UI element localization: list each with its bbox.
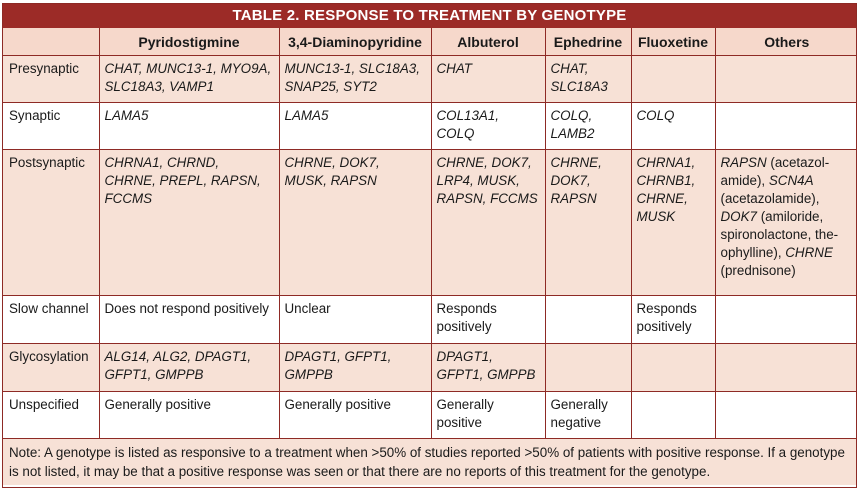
row-label: Presynaptic	[3, 56, 99, 103]
cell-diaminopyridine: DPAGT1, GFPT1, GMPPB	[279, 344, 431, 392]
cell-pyridostigmine: Generally positive	[99, 392, 279, 438]
cell-albuterol: CHAT	[431, 56, 545, 103]
genotype-treatment-table	[2, 3, 857, 488]
others-gene: CHRNE	[785, 245, 833, 260]
cell-diaminopyridine: Generally positive	[279, 392, 431, 438]
cell-diaminopyridine: Unclear	[279, 296, 431, 344]
table-row-postsynaptic	[3, 150, 857, 296]
cell-albuterol: COL13A1, COLQ	[431, 103, 545, 150]
column-header-albuterol: Albuterol	[431, 28, 545, 56]
cell-others	[715, 296, 857, 344]
others-gene: DOK7	[720, 209, 757, 224]
cell-fluoxetine: CHRNA1, CHRNB1, CHRNE, MUSK	[631, 150, 715, 296]
cell-ephedrine: CHRNE, DOK7, RAPSN	[545, 150, 631, 296]
table-row-unspecified	[3, 392, 857, 438]
cell-albuterol: CHRNE, DOK7, LRP4, MUSK, RAPSN, FCCMS	[431, 150, 545, 296]
cell-diaminopyridine: LAMA5	[279, 103, 431, 150]
cell-albuterol: DPAGT1, GFPT1, GMPPB	[431, 344, 545, 392]
cell-fluoxetine	[631, 344, 715, 392]
cell-pyridostigmine: LAMA5	[99, 103, 279, 150]
column-header-pyridostigmine: Pyridostigmine	[99, 28, 279, 56]
table-row-slow-channel	[3, 296, 857, 344]
cell-pyridostigmine: CHAT, MUNC13-1, MYO9A, SLC18A3, VAMP1	[99, 56, 279, 103]
cell-ephedrine	[545, 344, 631, 392]
cell-diaminopyridine: MUNC13-1, SLC18A3, SNAP25, SYT2	[279, 56, 431, 103]
column-header-ephedrine: Ephedrine	[545, 28, 631, 56]
cell-pyridostigmine: CHRNA1, CHRND, CHRNE, PREPL, RAPSN, FCCMS	[99, 150, 279, 296]
table-footnote: Note: A genotype is listed as responsive to a treatment when >50% of studies reported >50% of patients with positive response. If a genotype is not listed, it may be that a positive response was seen or that there are no reports of this treatment for the genotype.	[3, 438, 856, 485]
others-treatment: (acetazolamide),	[720, 155, 830, 188]
cell-pyridostigmine: Does not respond positively	[99, 296, 279, 344]
others-treatment: (acetazolamide),	[720, 191, 820, 206]
row-label: Glycosylation	[3, 344, 99, 392]
row-label: Slow channel	[3, 296, 99, 344]
cell-albuterol: Generally positive	[431, 392, 545, 438]
others-gene: SCN4A	[768, 173, 814, 188]
cell-ephedrine	[545, 296, 631, 344]
cell-diaminopyridine: CHRNE, DOK7, MUSK, RAPSN	[279, 150, 431, 296]
column-header-diaminopyridine: 3,4-Diaminopyridine	[279, 28, 431, 56]
cell-albuterol: Responds positively	[431, 296, 545, 344]
cell-fluoxetine: COLQ	[631, 103, 715, 150]
table-row-glycosylation	[3, 344, 857, 392]
cell-others	[715, 344, 857, 392]
others-treatment: (amiloride, spironolactone, theophylline),	[720, 209, 839, 260]
column-header-others: Others	[715, 28, 857, 56]
column-header-fluoxetine: Fluoxetine	[631, 28, 715, 56]
cell-fluoxetine	[631, 392, 715, 438]
column-header-label	[3, 28, 99, 56]
cell-ephedrine: COLQ, LAMB2	[545, 103, 631, 150]
row-label: Unspecified	[3, 392, 99, 438]
response-table	[3, 28, 857, 438]
cell-ephedrine: Generally negative	[545, 392, 631, 438]
row-label: Synaptic	[3, 103, 99, 150]
cell-others	[715, 56, 857, 103]
table-title: TABLE 2. RESPONSE TO TREATMENT BY GENOTYPE	[3, 4, 856, 28]
cell-fluoxetine	[631, 56, 715, 103]
cell-fluoxetine: Responds positively	[631, 296, 715, 344]
others-gene: RAPSN	[720, 155, 767, 170]
table-row-synaptic	[3, 103, 857, 150]
header-row	[3, 28, 857, 56]
cell-pyridostigmine: ALG14, ALG2, DPAGT1, GFPT1, GMPPB	[99, 344, 279, 392]
cell-ephedrine: CHAT, SLC18A3	[545, 56, 631, 103]
table-row-presynaptic	[3, 56, 857, 103]
others-treatment: (prednisone)	[720, 263, 796, 278]
cell-others	[715, 150, 857, 296]
row-label: Postsynaptic	[3, 150, 99, 296]
cell-others	[715, 103, 857, 150]
cell-others	[715, 392, 857, 438]
